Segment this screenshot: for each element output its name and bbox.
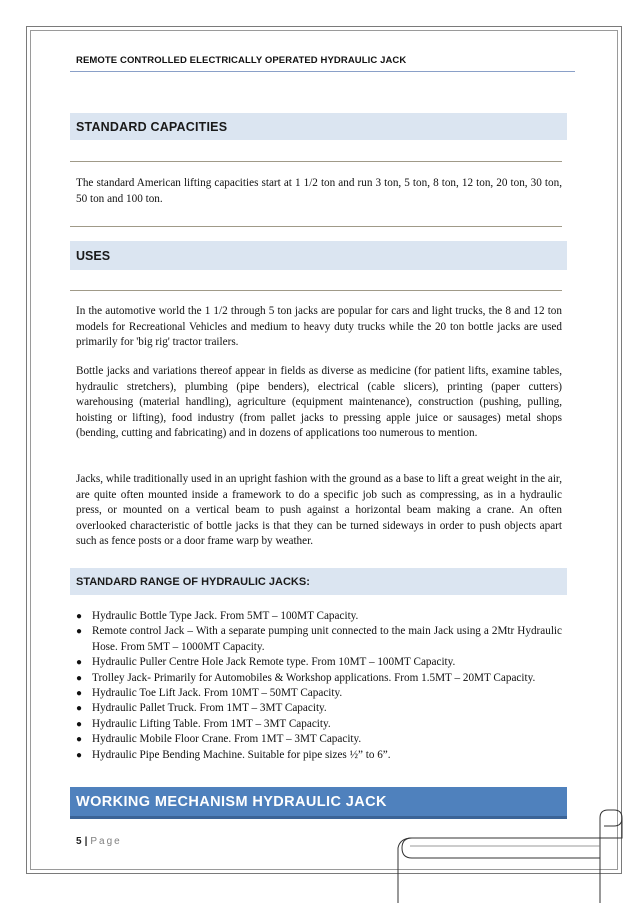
bullet-icon: ● <box>76 657 83 669</box>
bullet-icon: ● <box>76 611 83 622</box>
capacities-paragraph: The standard American lifting capacities start at 1 1/2 ton and run 3 ton, 5 ton, 8 ton, 12 ton, 20 ton, 30 ton, 50 ton and 100 ton. <box>76 177 562 205</box>
list-item: ● Hydraulic Puller Centre Hole Jack Remote type. From 10MT – 100MT Capacity. <box>76 655 562 670</box>
page-number: 5 <box>76 836 82 847</box>
bullet-icon: ● <box>76 688 83 700</box>
list-item: ● Remote control Jack – With a separate pumping unit connected to the main Jack using a 2Mtr Hydraulic Hose. From 5MT – 1000MT Capacity. <box>76 625 562 653</box>
list-item: ● Trolley Jack- Primarily for Automobiles & Workshop applications. From 1.5MT – 20MT Capacity. <box>76 671 562 686</box>
section-rule <box>70 161 562 162</box>
section-heading-mechanism: WORKING MECHANISM HYDRAULIC JACK <box>70 787 567 819</box>
list-item: ● Hydraulic Lifting Table. From 1MT – 3MT Capacity. <box>76 717 562 732</box>
range-list <box>76 609 562 763</box>
page-curl-decoration <box>390 808 638 903</box>
bullet-icon: ● <box>76 703 83 715</box>
page-footer <box>76 836 122 847</box>
page-word: Page <box>90 836 122 847</box>
bullet-icon: ● <box>76 672 83 684</box>
list-item: ● Hydraulic Pipe Bending Machine. Suitable for pipe sizes ½” to 6”. <box>76 748 562 763</box>
section-heading-uses: USES <box>70 241 567 270</box>
list-item: ● Hydraulic Bottle Type Jack. From 5MT – 100MT Capacity. <box>76 609 562 624</box>
uses-paragraph-2: Bottle jacks and variations thereof appear in fields as diverse as medicine (for patient lifts, examine tables, hydraulic stretchers), plumbing (pipe benders), electrical (cable slicers), printing (paper cutters) warehousing (material handling), agriculture (equipment maintenance), construction (pushing, pulling, hoisting or lifting), food industry (from pallet jacks to pressing apple juice or sausages) metal shops (bending, cutting and fabricating) and in dozens of applications too numerous to mention. <box>76 365 562 440</box>
uses-paragraph-3: Jacks, while traditionally used in an upright fashion with the ground as a base to lift a great weight in the air, are quite often mounted inside a framework to do a specific job such as compressing, as in a hydraulic press, or mounted on a vertical beam to push against a horizontal beam making a crane. An often overlooked characteristic of bottle jacks is that they can be turned sideways in order to push objects apart such as fence posts or a door frame warp by weather. <box>76 473 562 548</box>
bullet-icon: ● <box>76 626 83 638</box>
section-rule <box>70 290 562 291</box>
footer-separator: | <box>84 836 88 847</box>
bullet-icon: ● <box>76 749 83 761</box>
list-item: ● Hydraulic Mobile Floor Crane. From 1MT – 3MT Capacity. <box>76 732 562 747</box>
running-header: REMOTE CONTROLLED ELECTRICALLY OPERATED HYDRAULIC JACK <box>76 55 407 66</box>
list-item: ● Hydraulic Pallet Truck. From 1MT – 3MT Capacity. <box>76 701 562 716</box>
bullet-icon: ● <box>76 718 83 730</box>
header-rule <box>70 71 575 72</box>
section-rule <box>70 226 562 227</box>
section-heading-range: STANDARD RANGE OF HYDRAULIC JACKS: <box>70 568 567 595</box>
section-heading-capacities: STANDARD CAPACITIES <box>70 113 567 140</box>
list-item: ● Hydraulic Toe Lift Jack. From 10MT – 50MT Capacity. <box>76 686 562 701</box>
bullet-icon: ● <box>76 734 83 746</box>
uses-paragraph-1: In the automotive world the 1 1/2 through 5 ton jacks are popular for cars and light trucks, the 8 and 12 ton models for Recreational Vehicles and medium to heavy duty trucks while the 20 ton bottle jacks are used primarily for 'big rig' tractor trailers. <box>76 305 562 349</box>
